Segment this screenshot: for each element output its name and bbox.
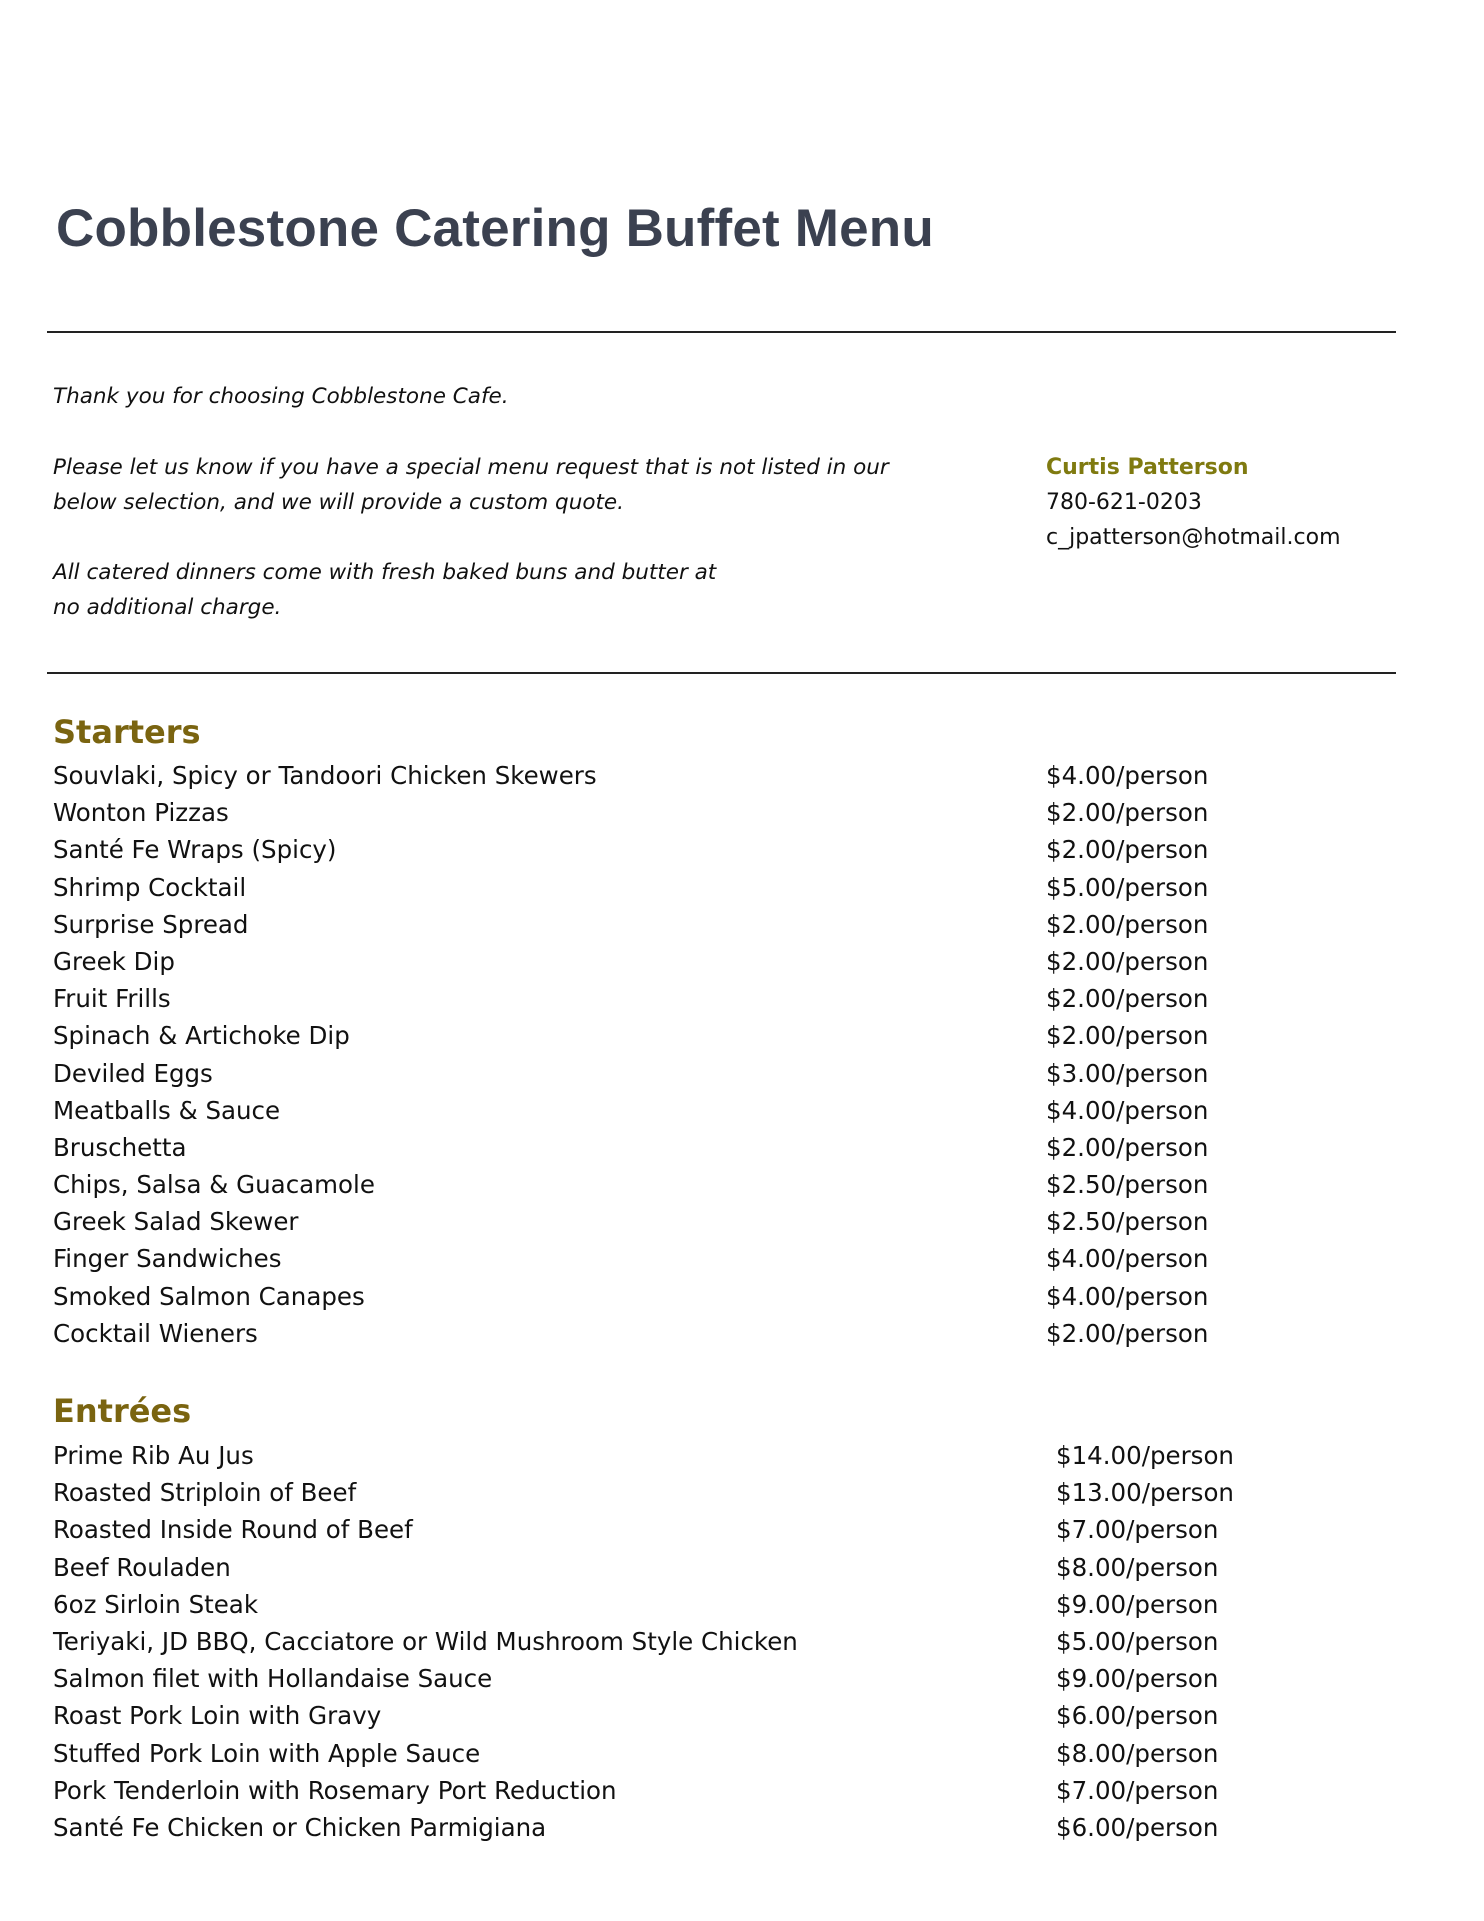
menu-item-price: $4.00/person (1046, 761, 1209, 790)
menu-item-price: $8.00/person (1056, 1738, 1219, 1768)
top-divider (47, 331, 1396, 333)
menu-item-name: Pork Tenderloin with Rosemary Port Reduction (53, 1775, 617, 1805)
menu-item-row (53, 980, 1233, 1017)
menu-item-price: $4.00/person (1046, 1281, 1209, 1311)
menu-item-price: $5.00/person (1046, 872, 1209, 902)
menu-item-row (53, 1055, 1233, 1092)
menu-item-name: Finger Sandwiches (53, 1244, 282, 1274)
menu-item-row (53, 1017, 1233, 1054)
menu-item-row (53, 794, 1233, 831)
menu-item-price: $2.00/person (1046, 946, 1209, 976)
menu-item-price: $2.00/person (1046, 984, 1209, 1014)
menu-item-row (53, 1809, 1233, 1846)
starters-list (53, 757, 1233, 1352)
contact-block (1046, 450, 1341, 555)
menu-item-row (53, 1092, 1233, 1129)
section-heading-starters: Starters (53, 713, 201, 751)
menu-item-name: Teriyaki, JD BBQ, Cacciatore or Wild Mushroom Style Chicken (53, 1626, 798, 1656)
menu-item-price: $7.00/person (1056, 1515, 1219, 1545)
menu-item-price: $9.00/person (1056, 1664, 1219, 1694)
menu-item-name: Spinach & Artichoke Dip (53, 1021, 350, 1051)
contact-phone: 780-621-0203 (1046, 490, 1202, 515)
menu-item-name: Beef Rouladen (53, 1552, 231, 1582)
menu-item-price: $2.00/person (1046, 798, 1209, 828)
menu-item-row (53, 1697, 1233, 1734)
menu-item-price: $8.00/person (1056, 1552, 1219, 1582)
menu-item-price: $6.00/person (1056, 1701, 1219, 1731)
contact-name: Curtis Patterson (1046, 455, 1249, 480)
menu-item-name: Greek Dip (53, 946, 175, 976)
menu-item-name: Bruschetta (53, 1132, 187, 1162)
menu-item-name: Chips, Salsa & Guacamole (53, 1170, 375, 1200)
menu-item-row (53, 1772, 1233, 1809)
menu-item-name: Stuffed Pork Loin with Apple Sauce (53, 1738, 481, 1768)
menu-item-name: Santé Fe Chicken or Chicken Parmigiana (53, 1812, 547, 1842)
menu-item-row (53, 1129, 1233, 1166)
menu-item-row (53, 1586, 1233, 1623)
menu-item-price: $5.00/person (1056, 1626, 1219, 1656)
menu-item-price: $6.00/person (1056, 1812, 1219, 1842)
section-heading-entrees: Entrées (53, 1392, 192, 1430)
menu-item-row (53, 1549, 1233, 1586)
menu-item-row (53, 1437, 1233, 1474)
menu-item-name: Meatballs & Sauce (53, 1095, 281, 1125)
intro-special-line-1: Please let us know if you have a special menu request that is not listed in our (53, 455, 889, 480)
menu-item-name: Smoked Salmon Canapes (53, 1281, 365, 1311)
contact-email: c_jpatterson@hotmail.com (1046, 525, 1341, 550)
menu-item-row (53, 906, 1233, 943)
menu-item-price: $13.00/person (1056, 1478, 1234, 1508)
bottom-divider (47, 672, 1396, 674)
menu-item-row (53, 831, 1233, 868)
menu-item-row (53, 1240, 1233, 1277)
menu-item-price: $4.00/person (1046, 1095, 1209, 1125)
menu-item-name: Roast Pork Loin with Gravy (53, 1701, 382, 1731)
menu-item-name: Prime Rib Au Jus (53, 1441, 254, 1470)
menu-item-row (53, 1278, 1233, 1315)
menu-item-name: Surprise Spread (53, 909, 249, 939)
menu-item-row (53, 869, 1233, 906)
menu-item-price: $14.00/person (1056, 1441, 1234, 1470)
menu-item-price: $2.00/person (1046, 909, 1209, 939)
menu-item-name: Roasted Striploin of Beef (53, 1478, 357, 1508)
menu-item-row (53, 757, 1233, 794)
menu-item-price: $3.00/person (1046, 1058, 1209, 1088)
menu-item-row (53, 1474, 1233, 1511)
menu-item-name: Roasted Inside Round of Beef (53, 1515, 413, 1545)
menu-item-name: Wonton Pizzas (53, 798, 229, 828)
intro-special-line-2: below selection, and we will provide a custom quote. (53, 490, 624, 515)
menu-item-price: $2.00/person (1046, 1318, 1209, 1348)
menu-item-row (53, 1166, 1233, 1203)
menu-item-name: Shrimp Cocktail (53, 872, 247, 902)
entrees-list (53, 1437, 1233, 1846)
menu-item-name: Greek Salad Skewer (53, 1207, 299, 1237)
menu-item-name: Souvlaki, Spicy or Tandoori Chicken Skewers (53, 761, 597, 790)
menu-item-price: $2.00/person (1046, 835, 1209, 865)
menu-item-price: $9.00/person (1056, 1589, 1219, 1619)
menu-item-price: $7.00/person (1056, 1775, 1219, 1805)
menu-item-price: $2.50/person (1046, 1170, 1209, 1200)
menu-item-price: $2.50/person (1046, 1207, 1209, 1237)
menu-item-name: Cocktail Wieners (53, 1318, 258, 1348)
menu-item-row (53, 1315, 1233, 1352)
menu-item-name: Deviled Eggs (53, 1058, 213, 1088)
menu-item-price: $2.00/person (1046, 1132, 1209, 1162)
page-title: Cobblestone Catering Buffet Menu (56, 199, 934, 258)
intro-thanks: Thank you for choosing Cobblestone Cafe. (53, 384, 509, 409)
menu-item-row (53, 1203, 1233, 1240)
intro-buns-line-2: no additional charge. (53, 595, 282, 620)
menu-item-name: Salmon filet with Hollandaise Sauce (53, 1664, 493, 1694)
menu-item-name: Fruit Frills (53, 984, 171, 1014)
menu-item-price: $2.00/person (1046, 1021, 1209, 1051)
menu-item-row (53, 1735, 1233, 1772)
intro-buns-line-1: All catered dinners come with fresh baked buns and butter at (53, 560, 717, 585)
menu-item-name: 6oz Sirloin Steak (53, 1589, 259, 1619)
menu-item-row (53, 1511, 1233, 1548)
menu-item-row (53, 1660, 1233, 1697)
menu-item-name: Santé Fe Wraps (Spicy) (53, 835, 337, 865)
menu-item-price: $4.00/person (1046, 1244, 1209, 1274)
menu-item-row (53, 943, 1233, 980)
menu-item-row (53, 1623, 1233, 1660)
